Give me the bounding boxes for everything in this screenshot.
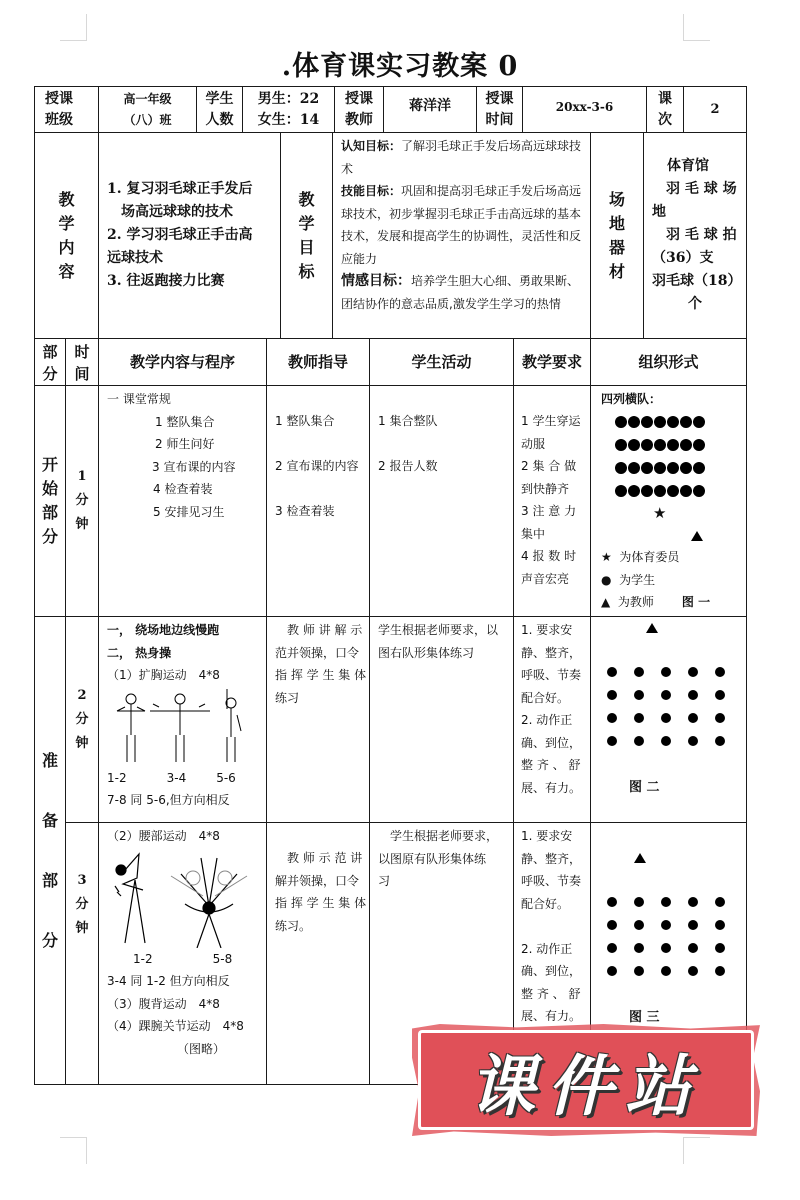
teacher-line: 解并领操，口令 — [275, 873, 360, 888]
label-line: 次 — [658, 112, 672, 128]
label-char: 地 — [608, 213, 625, 233]
content-line: 4 检查着装 — [153, 482, 213, 496]
content-line: 1 整队集合 — [155, 414, 215, 429]
label-line: 授课 — [485, 91, 514, 107]
student-dot — [661, 713, 671, 723]
head-organization: 组织形式 — [590, 338, 747, 386]
count-label: 3-4 — [166, 770, 187, 785]
chest-exercise-figure — [113, 687, 263, 767]
student-dot — [654, 439, 666, 451]
head-char: 分 — [42, 365, 58, 383]
label-line: 课 — [658, 91, 672, 107]
content-item: 2. 学习羽毛球正手击高 — [107, 227, 253, 243]
time-char: 钟 — [75, 517, 89, 532]
venue-line: 地 — [652, 204, 666, 220]
student-dot — [680, 462, 692, 474]
teacher-line — [275, 478, 369, 501]
requirement-line: 1 学生穿运 — [521, 414, 581, 428]
label-line: 学生 — [205, 91, 234, 107]
student-dot — [607, 966, 617, 976]
triangle-icon: ▲ — [601, 595, 611, 609]
label-line: 教师 — [345, 112, 373, 128]
time-char: 3 — [77, 873, 87, 888]
student-dot — [634, 920, 644, 930]
student-dot — [715, 667, 725, 677]
venue-equipment — [643, 132, 747, 339]
exercise-line: （1）扩胸运动 4*8 — [107, 668, 220, 682]
teacher-line: 教 师 讲 解 示 — [275, 623, 363, 637]
requirement-line: 声音宏亮 — [521, 571, 570, 586]
teacher-line — [275, 433, 369, 456]
student-dot — [680, 416, 692, 428]
requirement-line: 1. 要求安 — [521, 829, 573, 843]
student-dot — [693, 416, 705, 428]
part-char: 准 — [41, 750, 58, 770]
student-dot — [667, 462, 679, 474]
goals-text — [332, 132, 591, 339]
start-teacher — [266, 385, 370, 617]
content-item: 1. 复习羽毛球正手发后 — [107, 181, 253, 197]
time-char: 分 — [75, 711, 89, 727]
label-line: 授课 — [345, 91, 373, 107]
head-time — [65, 338, 99, 386]
part-char: 部 — [41, 503, 58, 522]
student-line: 2 报告人数 — [378, 459, 438, 473]
requirement-line: 静、整齐， — [521, 645, 582, 660]
lesson-label — [646, 86, 684, 133]
figure-label: 图 一 — [681, 595, 711, 609]
head-student: 学生活动 — [369, 338, 514, 386]
goal-text: 培养学生胆大心细、勇敢果断、团结协作的意志品质,激发学生学习的热情 — [341, 274, 580, 311]
label-line: 时间 — [485, 112, 514, 128]
label-char: 材 — [608, 261, 625, 281]
count-label: 5-6 — [216, 770, 236, 785]
content-item: 远球技术 — [107, 250, 163, 266]
student-dot — [688, 713, 698, 723]
page-corner-mark — [683, 1137, 710, 1164]
prep-teacher-2 — [266, 822, 370, 1085]
label-line: 授课 — [45, 91, 73, 107]
exercise-note: 3-4 同 1-2 但方向相反 — [107, 974, 230, 988]
teacher-line: 教 师 示 范 讲 — [275, 851, 363, 865]
student-dot — [715, 897, 725, 907]
requirement-line: 2. 动作正 — [521, 713, 573, 727]
student-dot — [654, 462, 666, 474]
student-dot — [661, 943, 671, 953]
label-line: 人数 — [205, 112, 234, 128]
student-dot — [641, 439, 653, 451]
count-labels — [107, 767, 266, 790]
triangle-icon — [634, 853, 646, 863]
student-dot — [654, 416, 666, 428]
prep-teacher-1 — [266, 616, 370, 823]
student-dot — [715, 713, 725, 723]
start-content — [98, 385, 267, 617]
label-char: 器 — [608, 237, 625, 257]
student-dot — [634, 897, 644, 907]
triangle-icon — [646, 623, 658, 633]
count-label: 5-8 — [212, 951, 233, 966]
label-char: 学 — [298, 213, 315, 233]
watermark-text: 课件站 — [469, 1047, 703, 1125]
goal-title: 情感目标： — [341, 273, 411, 289]
student-dot — [688, 966, 698, 976]
student-dot — [607, 736, 617, 746]
content-line: 5 安排见习生 — [153, 504, 225, 519]
label-char: 教 — [58, 189, 75, 209]
time-char: 1 — [77, 469, 87, 484]
teacher-line: 1 整队集合 — [275, 414, 335, 428]
part-char: 分 — [41, 527, 58, 546]
teacher-line: 指 挥 学 生 集 体 — [275, 668, 367, 682]
student-dot — [634, 943, 644, 953]
teacher-line: 指 挥 学 生 集 体 — [275, 896, 367, 910]
student-dot — [688, 943, 698, 953]
goal-text: 巩固和提高羽毛球正手发后场高远球技术，初步掌握羽毛球正手击高远球的基本技术，发展和提高学生的协调性，灵活性和反应能力 — [341, 184, 582, 266]
value-line: 女生：14 — [257, 112, 320, 128]
content-label — [34, 132, 99, 339]
requirement-line: 确、到位， — [521, 964, 582, 978]
count-label: 1-2 — [107, 770, 127, 785]
student-dot — [634, 966, 644, 976]
student-dot — [641, 416, 653, 428]
venue-label — [590, 132, 644, 339]
prep-requirement-1 — [513, 616, 591, 823]
goal-affective — [341, 270, 586, 315]
label-char: 内 — [58, 237, 75, 257]
student-line: 图右队形集体练习 — [378, 645, 475, 660]
venue-line: （36）支 — [652, 250, 714, 266]
value-line: （八）班 — [123, 113, 172, 127]
student-dot — [641, 462, 653, 474]
content-items — [98, 132, 281, 339]
head-part — [34, 338, 66, 386]
start-organization — [590, 385, 747, 617]
class-label — [34, 86, 99, 133]
student-dot — [667, 485, 679, 497]
time-char: 分 — [75, 897, 89, 912]
class-value — [98, 86, 197, 133]
student-dot — [715, 966, 725, 976]
student-dot — [634, 690, 644, 700]
legend-item — [601, 546, 710, 569]
requirement-line: 4 报 数 时 — [521, 549, 577, 563]
venue-line: 体育馆 — [667, 158, 709, 174]
label-char: 场 — [608, 189, 625, 209]
prep-content-1 — [98, 616, 267, 823]
content-item: 3. 往返跑接力比赛 — [107, 273, 225, 289]
student-dot — [715, 736, 725, 746]
teacher-line: 2 宣布课的内容 — [275, 459, 359, 473]
student-line: 习 — [378, 874, 391, 888]
content-item: 场高远球球的技术 — [107, 204, 233, 220]
start-requirement — [513, 385, 591, 617]
venue-line: 羽毛球（18） — [652, 273, 742, 289]
time-char: 分 — [75, 493, 89, 508]
count-label: 1-2 — [133, 951, 153, 966]
legend-label: 为体育委员 — [619, 550, 680, 564]
teacher-label — [334, 86, 384, 133]
student-dot — [607, 897, 617, 907]
student-line — [378, 433, 513, 456]
requirement-line: 2 集 合 做 — [521, 459, 577, 473]
label-char: 学 — [58, 213, 75, 233]
student-dot — [634, 667, 644, 677]
student-dot — [661, 920, 671, 930]
part-char: 部 — [41, 870, 58, 890]
student-dot — [715, 690, 725, 700]
teacher-value: 蒋洋洋 — [383, 86, 477, 133]
lesson-value: 2 — [683, 86, 747, 133]
students-label — [196, 86, 243, 133]
content-heading: 一， 绕场地边线慢跑 — [107, 623, 220, 637]
goals-label — [280, 132, 333, 339]
legend-label: 为教师 — [617, 595, 654, 609]
student-dot — [661, 690, 671, 700]
student-dot — [628, 485, 640, 497]
label-char: 目 — [298, 237, 315, 257]
prep-student-1 — [369, 616, 514, 823]
goal-cognitive — [341, 135, 586, 180]
goal-title: 认知目标： — [341, 139, 402, 153]
requirement-line: 整 齐 、 舒 — [521, 986, 581, 1001]
student-dot — [654, 485, 666, 497]
figure-label: 图 二 — [629, 780, 660, 795]
part-char: 开 — [41, 455, 58, 474]
venue-line: 羽 毛 球 场 — [652, 181, 737, 197]
requirement-line: 呼吸、节奏 — [521, 874, 582, 888]
requirement-line: 展、有力。 — [521, 1009, 582, 1023]
student-line: 以图原有队形集体练 — [378, 851, 487, 866]
figure-label: 图 三 — [629, 1010, 660, 1025]
head-teacher: 教师指导 — [266, 338, 370, 386]
head-char: 时 — [74, 343, 90, 361]
requirement-line: 集中 — [521, 526, 546, 541]
student-dot — [715, 920, 725, 930]
exercise-line: （4）踝腕关节运动 4*8 — [107, 1019, 244, 1033]
student-dot — [607, 943, 617, 953]
start-student — [369, 385, 514, 617]
student-dot — [688, 736, 698, 746]
requirement-line: 配合好。 — [521, 896, 570, 911]
goal-skill — [341, 180, 586, 270]
count-labels — [107, 948, 266, 971]
student-dot — [615, 439, 627, 451]
student-dot — [634, 713, 644, 723]
requirement-line: 呼吸、节奏 — [521, 668, 582, 682]
prep-organization-1 — [590, 616, 747, 823]
page-corner-mark — [60, 1137, 87, 1164]
student-dot — [667, 439, 679, 451]
time-value: 20xx-3-6 — [522, 86, 647, 133]
student-dot — [607, 920, 617, 930]
student-dot — [715, 943, 725, 953]
start-part-label — [34, 385, 66, 617]
formation-legend — [601, 546, 710, 614]
requirement-line: 配合好。 — [521, 690, 570, 705]
prep-part-label — [34, 616, 66, 1085]
student-dot — [634, 736, 644, 746]
time-char: 2 — [77, 687, 87, 703]
teacher-line: 3 检查着装 — [275, 504, 335, 518]
student-line: 学生根据老师要求， — [378, 829, 499, 843]
student-dot — [607, 667, 617, 677]
time-label — [476, 86, 523, 133]
star-icon: ★ — [601, 550, 612, 564]
circle-icon: ● — [601, 572, 612, 587]
prep-content-2 — [98, 822, 267, 1085]
student-dot — [628, 416, 640, 428]
prep-time-2 — [65, 822, 99, 1085]
page-corner-mark — [60, 14, 87, 41]
goal-title: 技能目标： — [341, 184, 402, 198]
requirement-line: 展、有力。 — [521, 780, 582, 795]
teacher-line: 练习 — [275, 690, 300, 705]
student-dot — [628, 462, 640, 474]
student-dot — [688, 920, 698, 930]
time-char: 钟 — [75, 921, 89, 936]
content-line: 3 宣布课的内容 — [152, 459, 236, 474]
page-corner-mark — [683, 14, 710, 41]
part-char: 分 — [41, 930, 58, 950]
student-dot — [688, 690, 698, 700]
legend-item — [601, 569, 710, 592]
students-value — [242, 86, 335, 133]
formation-title: 四列横队： — [601, 392, 662, 406]
content-heading: 二， 热身操 — [107, 645, 172, 660]
student-dot — [607, 713, 617, 723]
student-dot — [661, 897, 671, 907]
venue-line: 个 — [688, 296, 702, 312]
requirement-line: 3 注 意 力 — [521, 504, 577, 518]
label-char: 教 — [298, 189, 315, 209]
part-char: 始 — [41, 479, 58, 498]
exercise-line: （3）腹背运动 4*8 — [107, 996, 220, 1011]
student-dot — [628, 439, 640, 451]
requirement-line: 到快静齐 — [521, 481, 570, 496]
goal-text: 了解羽毛球正手发后场高远球球技术 — [341, 139, 582, 176]
exercise-line: （2）腰部运动 4*8 — [107, 829, 220, 843]
student-dot — [661, 736, 671, 746]
legend-item — [601, 591, 710, 614]
requirement-line: 静、整齐， — [521, 851, 582, 866]
student-dot — [667, 416, 679, 428]
head-content: 教学内容与程序 — [98, 338, 267, 386]
student-dot — [615, 462, 627, 474]
label-line: 班级 — [45, 112, 73, 128]
student-dot — [688, 667, 698, 677]
student-dot — [661, 966, 671, 976]
student-dot — [688, 897, 698, 907]
label-char: 标 — [298, 261, 315, 281]
value-line: 高一年级 — [123, 92, 172, 106]
venue-line: 羽 毛 球 拍 — [652, 227, 737, 243]
student-dot — [641, 485, 653, 497]
requirement-line: 确、到位， — [521, 735, 582, 750]
part-char: 备 — [41, 810, 58, 830]
requirement-line — [521, 915, 590, 938]
student-line: 1 集合整队 — [378, 414, 438, 428]
student-dot — [693, 462, 705, 474]
student-dot — [680, 439, 692, 451]
content-line: 一 课堂常规 — [107, 392, 171, 406]
teacher-line: 练习。 — [275, 918, 312, 933]
student-dot — [661, 667, 671, 677]
waist-exercise-figure — [111, 848, 261, 948]
figure-omitted-note: （图略） — [177, 1041, 226, 1056]
legend-label: 为学生 — [619, 572, 656, 587]
head-requirement: 教学要求 — [513, 338, 591, 386]
star-icon: ★ — [653, 504, 667, 522]
head-char: 部 — [42, 343, 58, 361]
requirement-line: 1. 要求安 — [521, 623, 573, 637]
label-char: 容 — [58, 261, 75, 281]
student-dot — [615, 416, 627, 428]
exercise-note: 7-8 同 5-6,但方向相反 — [107, 793, 230, 807]
student-line: 学生根据老师要求，以 — [378, 623, 499, 637]
value-line: 男生：22 — [257, 91, 320, 107]
document-title: .体育课实习教案 0 — [281, 51, 519, 82]
student-dot — [693, 439, 705, 451]
requirement-line: 2. 动作正 — [521, 941, 573, 956]
student-dot — [615, 485, 627, 497]
prep-time-1 — [65, 616, 99, 823]
start-time — [65, 385, 99, 617]
requirement-line: 整 齐 、 舒 — [521, 758, 581, 772]
content-line: 2 师生问好 — [155, 437, 215, 451]
triangle-icon — [691, 531, 703, 541]
student-dot — [680, 485, 692, 497]
teacher-line: 范并领操，口令 — [275, 645, 360, 660]
student-dot — [693, 485, 705, 497]
time-char: 钟 — [75, 735, 89, 751]
requirement-line: 动服 — [521, 436, 546, 451]
student-dot — [607, 690, 617, 700]
head-char: 间 — [74, 365, 90, 383]
